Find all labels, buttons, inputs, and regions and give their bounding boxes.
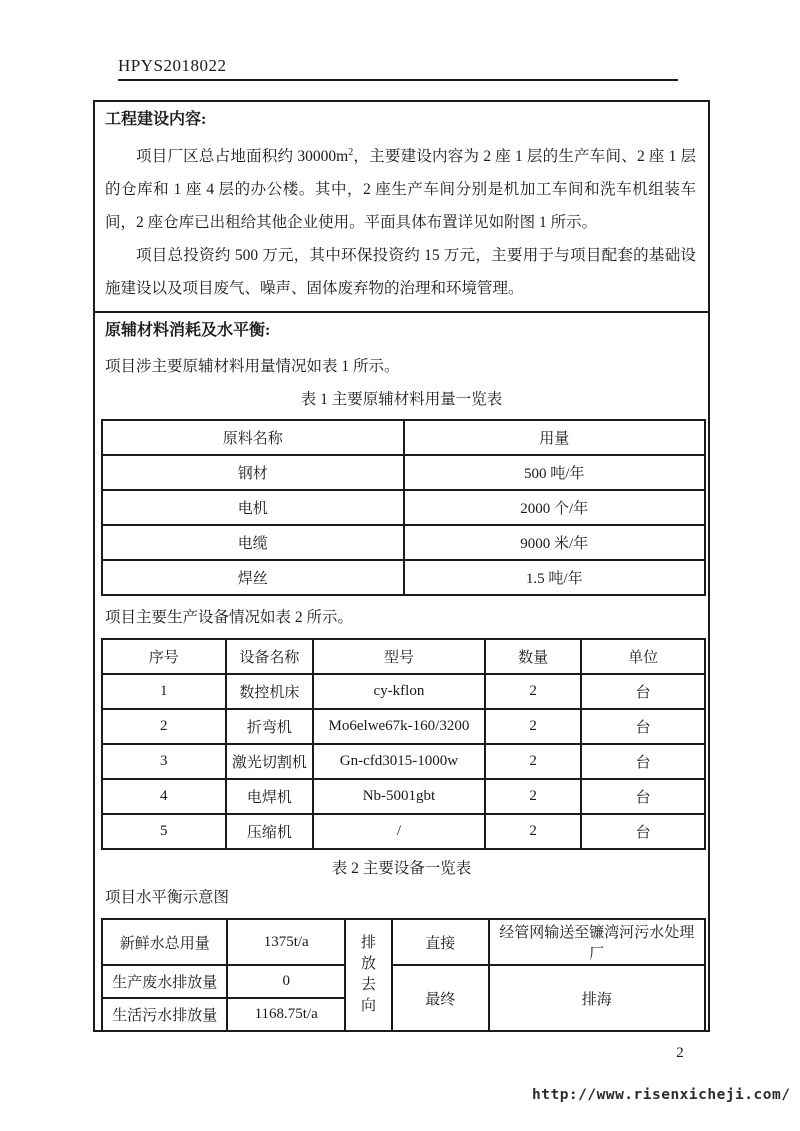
equipment-name: 数控机床 [226, 674, 313, 709]
equipment-quantity: 2 [485, 779, 581, 814]
equipment-quantity: 2 [485, 674, 581, 709]
water-item-value: 1168.75t/a [227, 998, 345, 1031]
table-row [102, 965, 705, 998]
water-item-label: 生活污水排放量 [102, 998, 227, 1031]
equipment-name: 电焊机 [226, 779, 313, 814]
discharge-direction-cell [345, 919, 392, 1031]
column-header: 序号 [102, 639, 226, 674]
equipment-unit: 台 [581, 744, 705, 779]
section1-paragraph-1 [105, 136, 696, 239]
column-header: 原料名称 [102, 420, 404, 455]
table-row [102, 490, 705, 525]
para1-text-post: ，主要建设内容为 2 座 1 层的生产车间、2 座 1 层的仓库和 1 座 4 层的办公楼。其中，2 座生产车间分别是机加工车间和洗车机组装车间，2 座仓库已出租给其他企业使用。平面具体布置详见如附图 1 所示。 [105, 148, 696, 232]
equipment-model: Gn-cfd3015-1000w [313, 744, 485, 779]
discharge-direction-label: 排放去向 [361, 935, 377, 1015]
equipment-name: 压缩机 [226, 814, 313, 849]
equipment-unit: 台 [581, 779, 705, 814]
section1-paragraph-2: 项目总投资约 500 万元，其中环保投资约 15 万元，主要用于与项目配套的基础设施建设以及项目废气、噪声、固体废弃物的治理和环境管理。 [105, 247, 696, 298]
water-item-label: 新鲜水总用量 [102, 919, 227, 965]
material-name: 钢材 [102, 455, 404, 490]
table-row [102, 779, 705, 814]
table-row [102, 814, 705, 849]
discharge-direct-value: 经管网输送至镰湾河污水处理厂 [489, 919, 706, 965]
water-item-value: 1375t/a [227, 919, 345, 965]
section1-heading: 工程建设内容: [105, 111, 207, 128]
water-item-value: 0 [227, 965, 345, 998]
column-header: 数量 [485, 639, 581, 674]
para1-superscript: 2 [348, 147, 354, 158]
table-row [102, 455, 705, 490]
equipment-unit: 台 [581, 709, 705, 744]
column-header: 设备名称 [226, 639, 313, 674]
equipment-unit: 台 [581, 814, 705, 849]
material-name: 电缆 [102, 525, 404, 560]
material-usage: 500 吨/年 [404, 455, 706, 490]
equipment-table [101, 638, 706, 850]
column-header: 单位 [581, 639, 705, 674]
equipment-quantity: 2 [485, 744, 581, 779]
section2-heading: 原辅材料消耗及水平衡: [105, 322, 271, 340]
table-row [102, 525, 705, 560]
water-balance-intro: 项目水平衡示意图 [105, 889, 230, 907]
equipment-index: 1 [102, 674, 226, 709]
material-name: 电机 [102, 490, 404, 525]
water-balance-table [101, 918, 706, 1032]
equipment-index: 4 [102, 779, 226, 814]
equipment-quantity: 2 [485, 709, 581, 744]
table-row [102, 560, 705, 595]
header-rule [118, 79, 678, 81]
equipment-index: 2 [102, 709, 226, 744]
discharge-final-value: 排海 [489, 965, 706, 1031]
para1-text-pre: 项目厂区总占地面积约 30000m [136, 148, 349, 166]
table2-caption: 表 2 主要设备一览表 [331, 860, 472, 878]
equipment-model: cy-kflon [313, 674, 485, 709]
table-row [102, 744, 705, 779]
equipment-model: Mo6elwe67k-160/3200 [313, 709, 485, 744]
materials-table [101, 419, 706, 596]
table1-caption: 表 1 主要原辅材料用量一览表 [300, 391, 503, 409]
water-item-label: 生产废水排放量 [102, 965, 227, 998]
section-materials [95, 313, 708, 343]
content-box [93, 100, 710, 1032]
material-usage: 9000 米/年 [404, 525, 706, 560]
table-row [102, 919, 705, 965]
table-row [102, 709, 705, 744]
material-name: 焊丝 [102, 560, 404, 595]
material-usage: 2000 个/年 [404, 490, 706, 525]
watermark-url: http://www.risenxicheji.com/ [532, 1087, 791, 1103]
table2-intro: 项目主要生产设备情况如表 2 所示。 [105, 609, 354, 627]
discharge-direct-label: 直接 [392, 919, 488, 965]
table-header-row [102, 420, 705, 455]
table-row [102, 674, 705, 709]
equipment-model: / [313, 814, 485, 849]
page-number: 2 [676, 1045, 684, 1061]
discharge-final-label: 最终 [392, 965, 488, 1031]
equipment-index: 3 [102, 744, 226, 779]
material-usage: 1.5 吨/年 [404, 560, 706, 595]
equipment-model: Nb-5001gbt [313, 779, 485, 814]
table1-intro: 项目涉主要原辅材料用量情况如表 1 所示。 [105, 358, 400, 376]
equipment-unit: 台 [581, 674, 705, 709]
column-header: 型号 [313, 639, 485, 674]
column-header: 用量 [404, 420, 706, 455]
table-header-row [102, 639, 705, 674]
equipment-name: 折弯机 [226, 709, 313, 744]
section-construction [95, 102, 708, 305]
equipment-name: 激光切割机 [226, 744, 313, 779]
equipment-quantity: 2 [485, 814, 581, 849]
document-code: HPYS2018022 [118, 56, 227, 75]
equipment-index: 5 [102, 814, 226, 849]
